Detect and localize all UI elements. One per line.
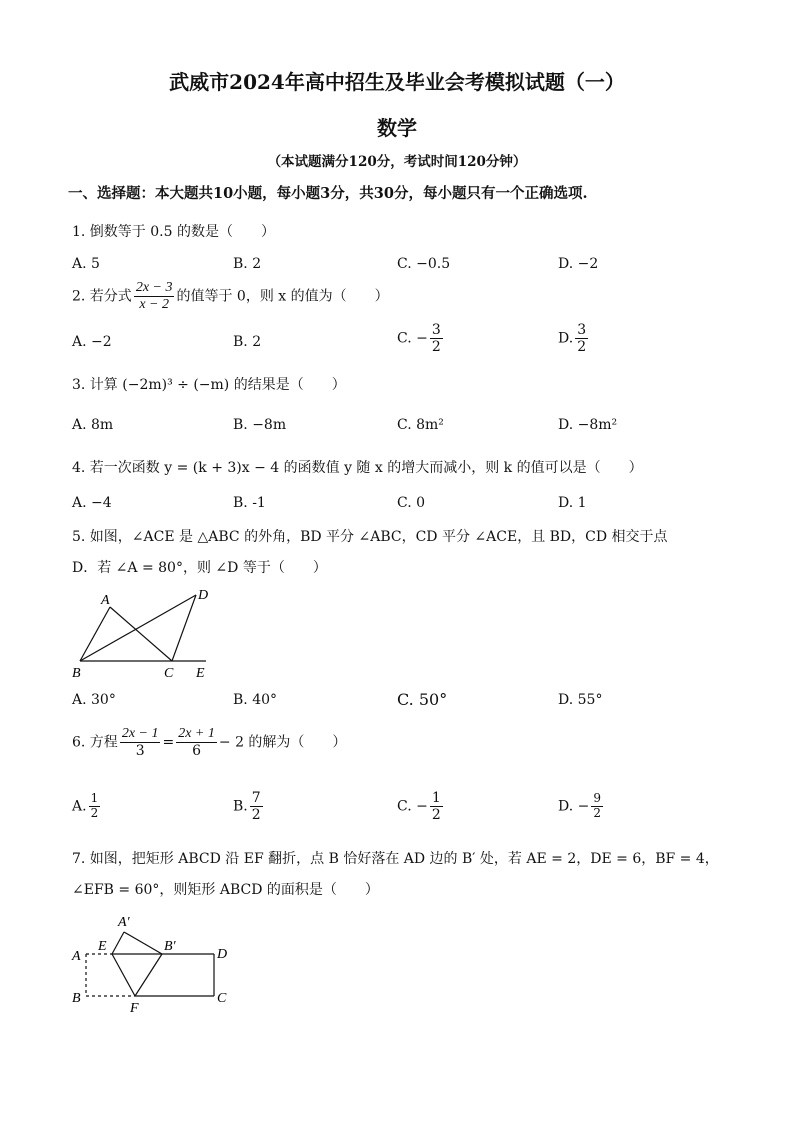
- q7-rectangle-figure: [66, 908, 246, 1018]
- q7-label-f: F: [130, 1001, 139, 1016]
- q6-b-den: 2: [251, 807, 261, 824]
- q2-d-num: 3: [577, 322, 587, 338]
- q6-equals: =: [162, 734, 175, 751]
- q6-a-label: A.: [72, 798, 87, 815]
- q6-option-a: [72, 792, 102, 821]
- q4-option-d: D. 1: [558, 495, 587, 511]
- question-3: 3. 计算 (−2m)³ ÷ (−m) 的结果是（ ）: [72, 377, 346, 393]
- q6-b-label: B.: [233, 798, 248, 815]
- q2-c-den: 2: [431, 339, 441, 356]
- q2-d-label: D.: [558, 330, 574, 347]
- q2-c-label: C. −: [397, 330, 428, 347]
- subject-title: 数学: [377, 116, 417, 140]
- q5-label-e: E: [196, 666, 205, 680]
- question-5-line-2: D．若 ∠A = 80°，则 ∠D 等于（ ）: [72, 560, 327, 576]
- q2-c-num: 3: [431, 322, 441, 338]
- question-1: 1. 倒数等于 0.5 的数是（ ）: [72, 224, 275, 240]
- section-heading: 一、选择题：本大题共10小题，每小题3分，共30分，每小题只有一个正确选项.: [68, 185, 588, 202]
- exam-note: （本试题满分120分，考试时间120分钟）: [267, 154, 527, 170]
- q2-option-c: [397, 322, 445, 355]
- q7-label-b: B: [72, 991, 81, 1006]
- q6-option-d: [558, 792, 605, 821]
- q6-c-den: 2: [431, 807, 441, 824]
- q3-option-a: A. 8m: [72, 417, 114, 433]
- q7-label-d: D: [217, 947, 228, 962]
- q6-pre: 6. 方程: [72, 734, 118, 751]
- question-2: [72, 280, 389, 313]
- q6-f1-den: 3: [135, 743, 145, 760]
- q7-label-e: E: [98, 939, 107, 954]
- question-4: 4. 若一次函数 y = (k + 3)x − 4 的函数值 y 随 x 的增大而减小，则 k 的值可以是（ ）: [72, 460, 643, 476]
- q4-option-b: B. -1: [233, 495, 266, 511]
- q2-pre: 2. 若分式: [72, 288, 132, 305]
- q7-label-a: A: [72, 949, 81, 964]
- q2-post: 的值等于 0，则 x 的值为（ ）: [176, 288, 389, 305]
- q1-option-a: A. 5: [72, 256, 100, 272]
- q6-d-den: 2: [593, 805, 601, 820]
- q5-option-d: D. 55°: [558, 692, 603, 708]
- question-7-line-1: 7. 如图，把矩形 ABCD 沿 EF 翻折，点 B 恰好落在 AD 边的 B′ 处，若 AE = 2，DE = 6，BF = 4，: [72, 851, 719, 867]
- q6-a-den: 2: [90, 805, 99, 820]
- q7-label-b-prime: B′: [164, 939, 176, 954]
- q6-f1-num: 2x − 1: [120, 726, 161, 743]
- q2-frac-num: 2x − 3: [134, 280, 175, 297]
- q1-option-d: D. −2: [558, 256, 599, 272]
- q3-option-c: C. 8m²: [397, 417, 444, 433]
- q2-frac-den: x − 2: [139, 297, 169, 313]
- question-6: [72, 726, 346, 759]
- q6-d-num: 9: [593, 791, 601, 805]
- q6-d-label: D. −: [558, 798, 590, 815]
- q5-label-d: D: [198, 588, 209, 603]
- q5-label-b: B: [72, 666, 81, 680]
- q2-d-den: 2: [577, 339, 587, 356]
- q6-a-num: 1: [90, 791, 99, 805]
- q6-f2-num: 2x + 1: [176, 726, 217, 743]
- q4-option-c: C. 0: [397, 495, 426, 511]
- q6-b-num: 7: [251, 790, 261, 806]
- q5-option-a: A. 30°: [72, 692, 116, 708]
- q2-fraction: [134, 280, 175, 313]
- q1-option-b: B. 2: [233, 256, 262, 272]
- q2-option-b: B. 2: [233, 334, 262, 350]
- q6-c-num: 1: [431, 790, 441, 806]
- q5-label-c: C: [164, 666, 174, 680]
- q6-post: − 2 的解为（ ）: [218, 734, 347, 751]
- question-5-line-1: 5. 如图，∠ACE 是 △ABC 的外角，BD 平分 ∠ABC，CD 平分 ∠ACE，且 BD，CD 相交于点: [72, 529, 668, 545]
- q7-label-a-prime: A′: [118, 915, 130, 930]
- q5-triangle-figure: [66, 585, 226, 680]
- exam-title: 武威市2024年高中招生及毕业会考模拟试题（一）: [169, 70, 625, 94]
- q2-option-d: [558, 322, 590, 355]
- q3-option-d: D. −8m²: [558, 417, 618, 433]
- q6-f2-den: 6: [192, 743, 202, 760]
- q6-option-c: [397, 790, 445, 823]
- q5-option-b: B. 40°: [233, 692, 278, 708]
- q2-option-a: A. −2: [72, 334, 112, 350]
- q6-c-label: C. −: [397, 798, 428, 815]
- q5-option-c: C. 50°: [397, 690, 448, 709]
- q3-option-b: B. −8m: [233, 417, 287, 433]
- q4-option-a: A. −4: [72, 495, 112, 511]
- q1-option-c: C. −0.5: [397, 256, 451, 272]
- q6-option-b: [233, 790, 265, 823]
- q7-label-c: C: [217, 991, 227, 1006]
- question-7-line-2: ∠EFB = 60°，则矩形 ABCD 的面积是（ ）: [72, 882, 379, 898]
- q5-label-a: A: [101, 593, 110, 608]
